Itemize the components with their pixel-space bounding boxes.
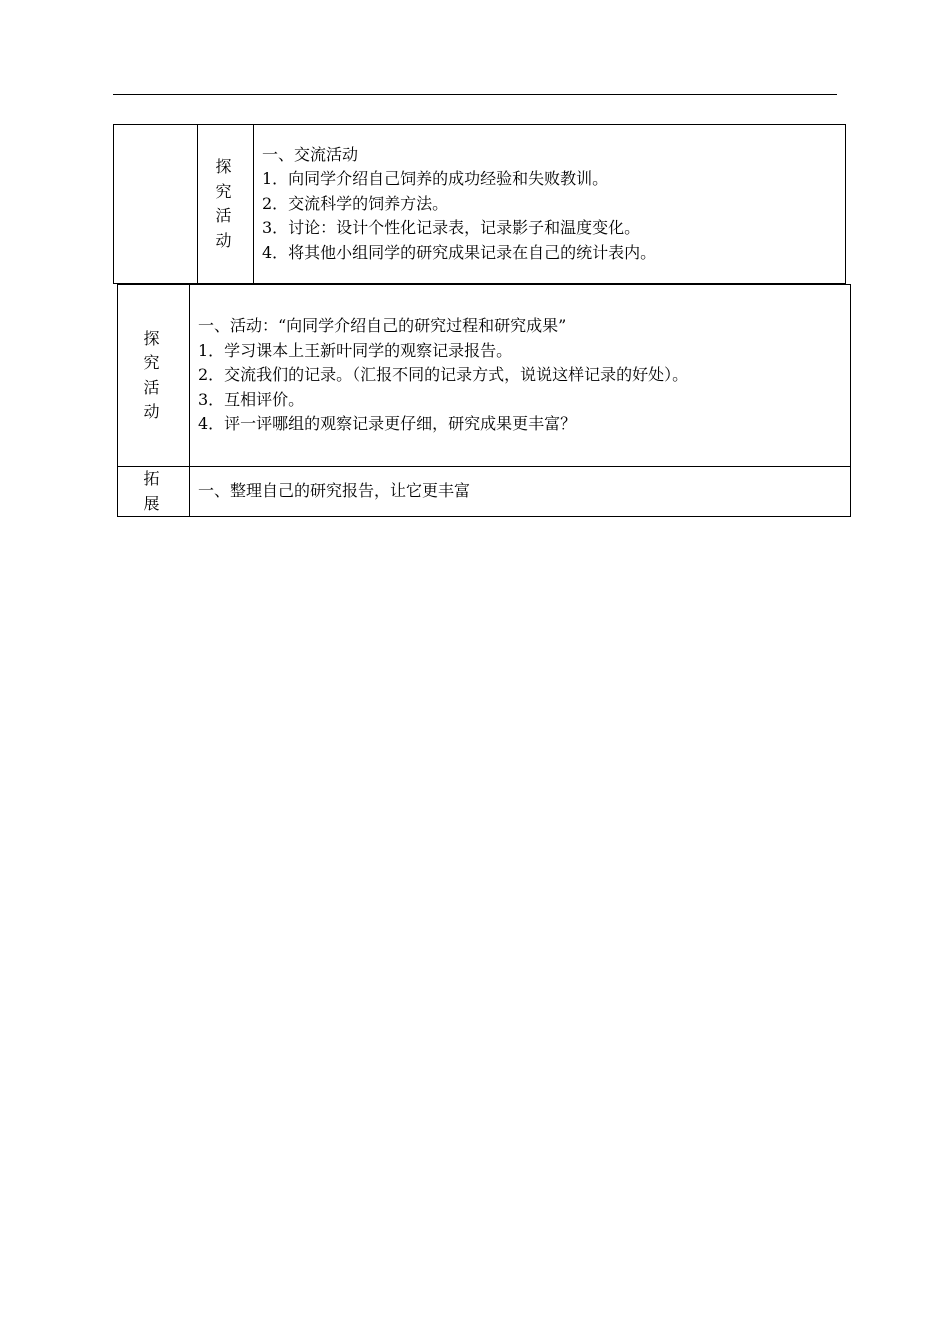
content-heading: 一、交流活动 [262, 144, 359, 164]
label-char: 究 [143, 353, 160, 372]
header-rule [113, 94, 837, 95]
label-char: 究 [215, 181, 232, 201]
content-line: 2．交流科学的饲养方法。 [262, 193, 449, 213]
label-char: 探 [143, 328, 160, 348]
content-line: 一、整理自己的研究报告，让它更丰富 [198, 481, 471, 501]
label-char: 动 [215, 230, 232, 250]
table-row [118, 285, 851, 467]
content-line: 2．交流我们的记录。（汇报不同的记录方式，说说这样记录的好处）。 [198, 365, 689, 385]
content-line: 4．将其他小组同学的研究成果记录在自己的统计表内。 [262, 242, 657, 262]
section-label-extension [118, 467, 190, 517]
activity-content [190, 285, 851, 467]
label-char: 展 [143, 493, 160, 513]
exploration-table-1 [113, 124, 846, 284]
empty-cell [114, 125, 198, 284]
label-char: 动 [143, 402, 160, 421]
activity-content [254, 125, 846, 284]
content-line: 1．学习课本上王新叶同学的观察记录报告。 [198, 340, 513, 360]
section-label-explore [198, 125, 254, 284]
content-heading: 一、活动：“向同学介绍自己的研究过程和研究成果” [198, 316, 567, 336]
label-char: 探 [215, 157, 232, 176]
content-line: 3．互相评价。 [198, 389, 305, 409]
table-row [118, 467, 851, 517]
table-row [114, 125, 846, 284]
label-char: 拓 [143, 469, 160, 488]
label-char: 活 [143, 377, 160, 397]
content-line: 4．评一评哪组的观察记录更仔细，研究成果更丰富？ [198, 414, 577, 434]
extension-content [190, 467, 851, 517]
exploration-table-2 [117, 284, 851, 517]
label-char: 活 [215, 206, 232, 225]
content-line: 3．讨论：设计个性化记录表，记录影子和温度变化。 [262, 218, 641, 238]
section-label-explore [118, 285, 190, 467]
content-line: 1．向同学介绍自己饲养的成功经验和失败教训。 [262, 169, 609, 189]
